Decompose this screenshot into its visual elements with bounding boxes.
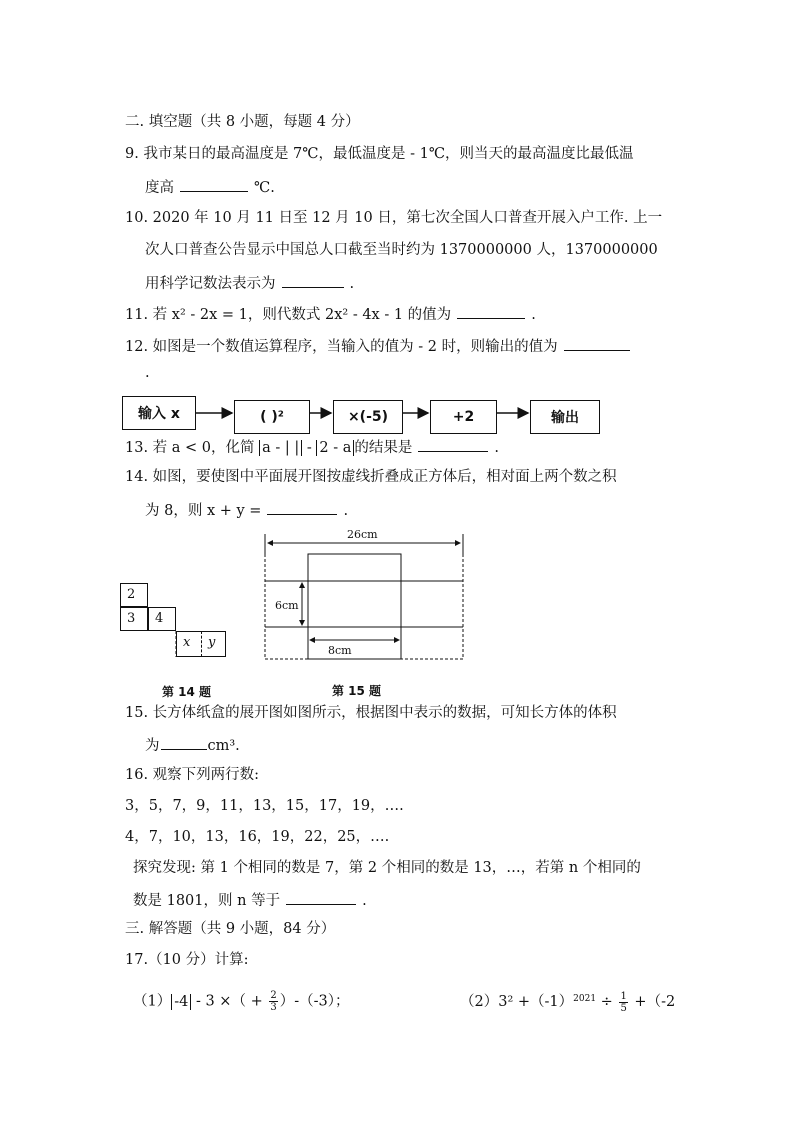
q14-line1: 14. 如图，要使图中平面展开图按虚线折叠成正方体后，相对面上两个数之积	[125, 469, 617, 485]
q9-text-b: ℃.	[254, 180, 275, 196]
q17-p2-text-c: +（-2	[629, 994, 676, 1010]
q17-part-1	[133, 990, 350, 1013]
q17-p1-text-c: ）-（-3）；	[279, 993, 350, 1010]
net-dashed-folds	[118, 580, 228, 660]
q13-line	[125, 437, 499, 457]
net-cell-2: 2	[120, 583, 148, 607]
q14-line2	[145, 500, 348, 520]
q16-title: 16. 观察下列两行数:	[125, 767, 260, 783]
q10-line2: 次人口普查公告显示中国总人口截至当时约为 1370000000 人，1370000000	[145, 242, 658, 258]
q13-text-c: .	[494, 440, 500, 456]
flow-square-box: ( )²	[234, 400, 310, 434]
q17-p2-text-a: （2）3² +（-1）	[460, 994, 574, 1010]
label-6cm: 6cm	[275, 599, 299, 612]
net-cell-y: y	[201, 631, 226, 657]
q13-abs-2: 2 - a	[316, 440, 354, 456]
q10-line1: 10. 2020 年 10 月 11 日至 12 月 10 日，第七次全国人口普查开展入户工作. 上一	[125, 210, 663, 226]
q15-line1: 15. 长方体纸盒的展开图如图所示，根据图中表示的数据，可知长方体的体积	[125, 705, 617, 721]
net-cell-4: 4	[148, 607, 176, 631]
q13-text-b: 的结果是	[354, 440, 413, 456]
q9-line1: 9. 我市某日的最高温度是 7℃，最低温度是 - 1℃，则当天的最高温度比最低温	[125, 146, 634, 162]
q14-text-a: 为 8，则 x + y =	[145, 503, 262, 519]
net-cell-3: 3	[120, 607, 148, 631]
q17-p1-label: （1）	[133, 993, 172, 1010]
q15-text-b: cm³.	[207, 738, 240, 754]
q17-p1-text-b: - 3 ×（ +	[191, 993, 268, 1010]
q16-row-2: 4，7，10，13，16，19，22，25，….	[125, 829, 390, 845]
q16-row-1: 3，5，7，9，11，13，15，17，19，….	[125, 798, 404, 814]
q17-p1-fraction: $\frac{2}{3}$	[270, 990, 277, 1013]
q13-answer-blank[interactable]	[418, 437, 488, 452]
q16-line4	[133, 890, 367, 910]
q12-line2: .	[145, 365, 150, 381]
q13-mid: -	[302, 440, 317, 456]
q13-text-a: 13. 若 a < 0，化简	[125, 440, 255, 456]
q16-answer-blank[interactable]	[286, 890, 356, 905]
figure-15-diagram	[258, 524, 470, 664]
flow-arrows	[0, 0, 794, 460]
q16-line3: 探究发现: 第 1 个相同的数是 7，第 2 个相同的数是 13，…，若第 n 个相同的	[133, 860, 641, 876]
flow-input-box: 输入 x	[122, 396, 196, 430]
section-3-title: 三. 解答题（共 9 小题，84 分）	[125, 921, 336, 937]
label-26cm: 26cm	[347, 528, 378, 541]
q10-text-a: 用科学记数法表示为	[145, 276, 276, 292]
q17-p2-exponent: 2021	[573, 994, 597, 1004]
q16-text-b: .	[362, 893, 367, 909]
q11-text-a: 11. 若 x² - 2x = 1，则代数式 2x² - 4x - 1 的值为	[125, 307, 452, 323]
net-cell-x: x	[176, 631, 201, 657]
q14-text-b: .	[343, 503, 349, 519]
q11-text-b: .	[531, 307, 536, 323]
flow-output-box: 输出	[530, 400, 600, 434]
q13-abs-1: a - | |	[259, 440, 302, 456]
q10-text-b: .	[349, 276, 355, 292]
label-8cm: 8cm	[328, 644, 352, 657]
flow-add-box: +2	[430, 400, 497, 434]
q15-text-a: 为	[145, 738, 160, 754]
q16-text-a: 数是 1801，则 n 等于	[133, 893, 281, 909]
q17-title: 17.（10 分）计算:	[125, 952, 249, 968]
q17-p1-abs: -4	[171, 994, 191, 1010]
q14-answer-blank[interactable]	[267, 500, 337, 515]
q9-text-a: 度高	[145, 180, 174, 196]
q15-answer-blank[interactable]	[161, 735, 207, 750]
q15-line2	[145, 735, 240, 755]
flow-multiply-box: ×(-5)	[333, 400, 403, 434]
q12-text-a: 12. 如图是一个数值运算程序，当输入的值为 - 2 时，则输出的值为	[125, 339, 558, 355]
figure-14-caption: 第 14 题	[162, 685, 212, 699]
q17-p2-text-b: ÷	[596, 994, 618, 1010]
q17-part-2	[460, 990, 675, 1014]
figure-15-caption: 第 15 题	[332, 684, 382, 698]
q17-p2-fraction: $\frac{1}{5}$	[620, 990, 627, 1014]
section-2-title: 二. 填空题（共 8 小题，每题 4 分）	[125, 114, 360, 130]
